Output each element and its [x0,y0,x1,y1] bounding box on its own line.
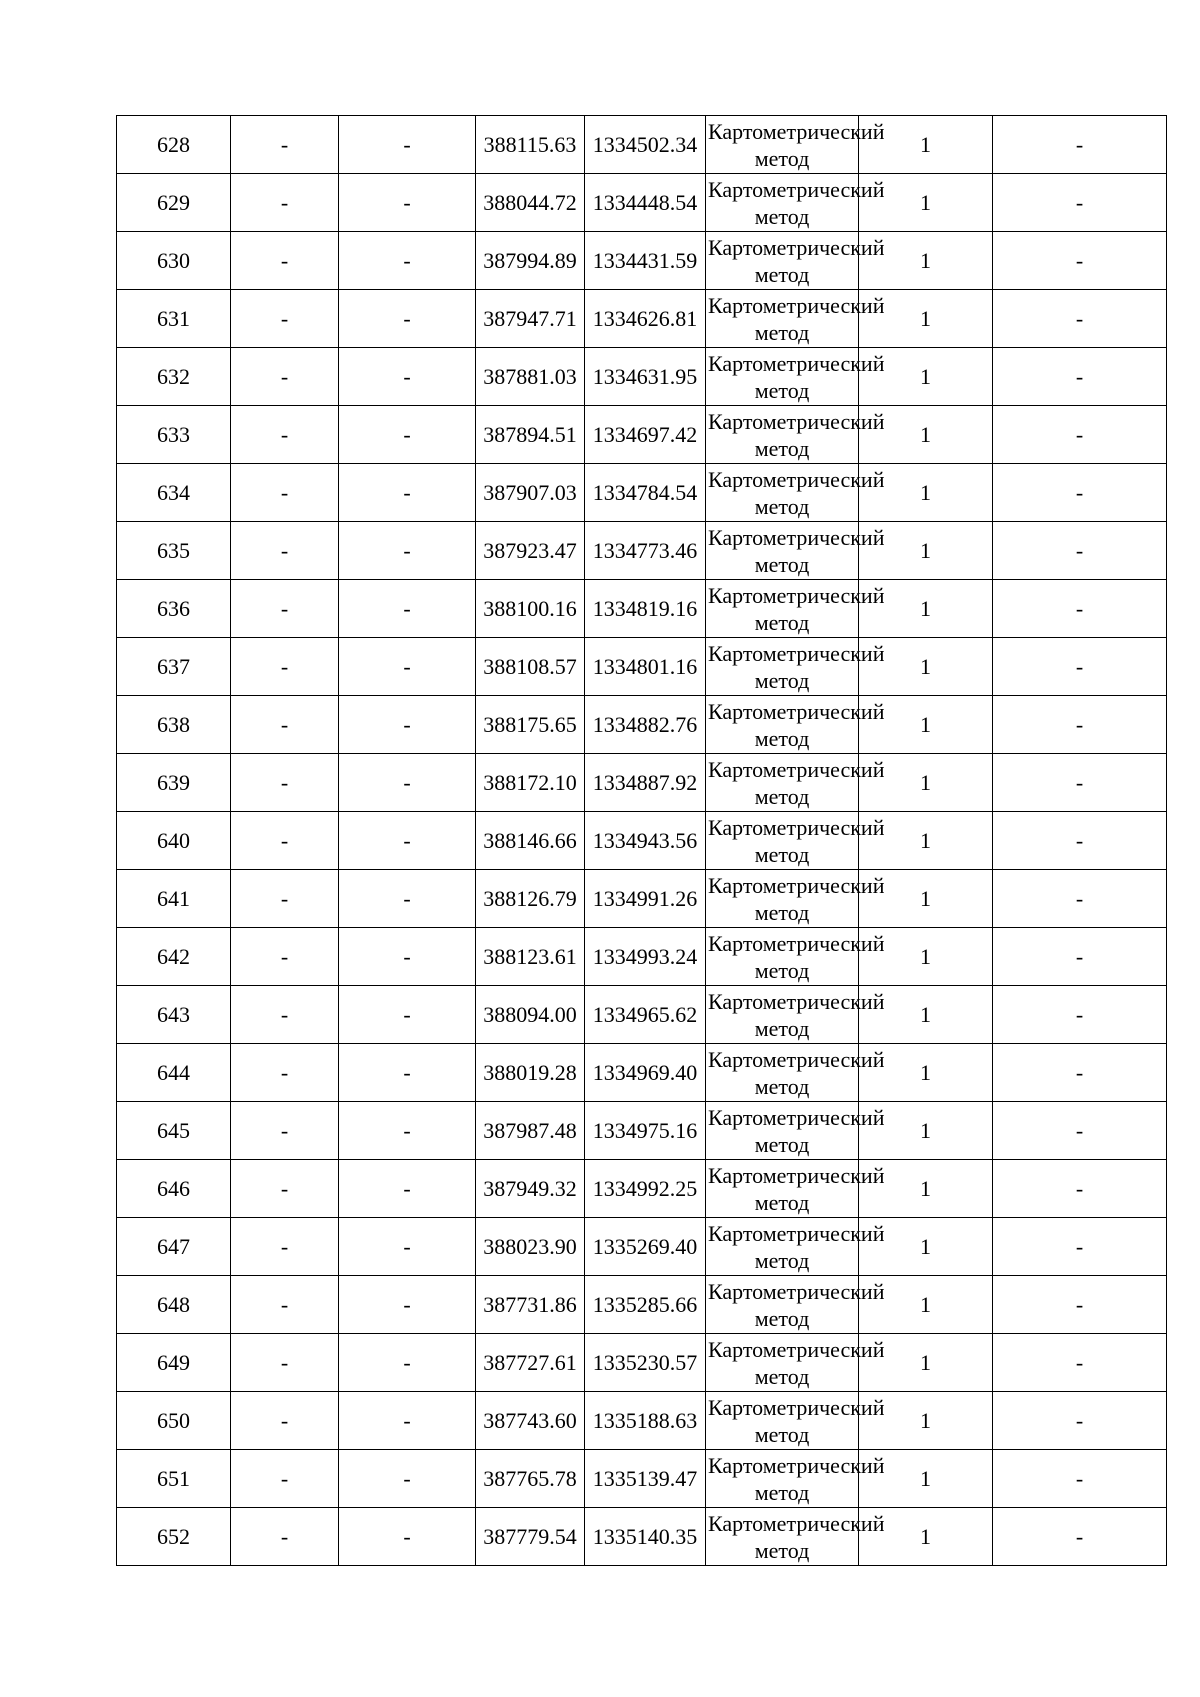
y-coordinate-cell: 1334943.56 [585,812,706,870]
y-coordinate-cell: 1334991.26 [585,870,706,928]
accuracy-cell: 1 [859,232,993,290]
empty-cell-col8: - [993,116,1167,174]
y-coordinate-cell: 1334975.16 [585,1102,706,1160]
accuracy-cell: 1 [859,812,993,870]
empty-cell-col2: - [231,928,339,986]
empty-cell-col3: - [339,928,476,986]
table-row [117,696,1167,754]
empty-cell-col8: - [993,1218,1167,1276]
empty-cell-col2: - [231,1450,339,1508]
accuracy-cell: 1 [859,870,993,928]
point-number-cell: 635 [117,522,231,580]
method-cell: Картометрический метод [706,232,859,290]
accuracy-cell: 1 [859,116,993,174]
point-number-cell: 642 [117,928,231,986]
point-number-cell: 646 [117,1160,231,1218]
accuracy-cell: 1 [859,580,993,638]
empty-cell-col3: - [339,116,476,174]
empty-cell-col2: - [231,1334,339,1392]
x-coordinate-cell: 387923.47 [476,522,585,580]
point-number-cell: 644 [117,1044,231,1102]
y-coordinate-cell: 1334631.95 [585,348,706,406]
x-coordinate-cell: 388126.79 [476,870,585,928]
table-row [117,812,1167,870]
method-cell: Картометрический метод [706,812,859,870]
empty-cell-col2: - [231,696,339,754]
y-coordinate-cell: 1334697.42 [585,406,706,464]
x-coordinate-cell: 387949.32 [476,1160,585,1218]
empty-cell-col3: - [339,638,476,696]
empty-cell-col8: - [993,232,1167,290]
point-number-cell: 647 [117,1218,231,1276]
empty-cell-col3: - [339,232,476,290]
method-cell: Картометрический метод [706,1044,859,1102]
empty-cell-col8: - [993,464,1167,522]
method-cell: Картометрический метод [706,1508,859,1566]
empty-cell-col3: - [339,1334,476,1392]
empty-cell-col8: - [993,522,1167,580]
empty-cell-col3: - [339,580,476,638]
point-number-cell: 634 [117,464,231,522]
y-coordinate-cell: 1334993.24 [585,928,706,986]
x-coordinate-cell: 387947.71 [476,290,585,348]
y-coordinate-cell: 1334626.81 [585,290,706,348]
accuracy-cell: 1 [859,174,993,232]
method-cell: Картометрический метод [706,522,859,580]
y-coordinate-cell: 1334969.40 [585,1044,706,1102]
point-number-cell: 645 [117,1102,231,1160]
empty-cell-col8: - [993,348,1167,406]
method-cell: Картометрический метод [706,928,859,986]
method-cell: Картометрический метод [706,290,859,348]
x-coordinate-cell: 387727.61 [476,1334,585,1392]
method-cell: Картометрический метод [706,696,859,754]
y-coordinate-cell: 1334887.92 [585,754,706,812]
point-number-cell: 649 [117,1334,231,1392]
empty-cell-col2: - [231,638,339,696]
table-row [117,638,1167,696]
x-coordinate-cell: 388023.90 [476,1218,585,1276]
empty-cell-col2: - [231,1218,339,1276]
empty-cell-col2: - [231,1160,339,1218]
x-coordinate-cell: 387743.60 [476,1392,585,1450]
table-row [117,174,1167,232]
method-cell: Картометрический метод [706,1276,859,1334]
y-coordinate-cell: 1334773.46 [585,522,706,580]
accuracy-cell: 1 [859,1276,993,1334]
x-coordinate-cell: 387731.86 [476,1276,585,1334]
point-number-cell: 633 [117,406,231,464]
y-coordinate-cell: 1335269.40 [585,1218,706,1276]
empty-cell-col3: - [339,1218,476,1276]
empty-cell-col3: - [339,1160,476,1218]
table-row [117,870,1167,928]
y-coordinate-cell: 1334801.16 [585,638,706,696]
empty-cell-col2: - [231,464,339,522]
empty-cell-col8: - [993,1508,1167,1566]
table-row [117,522,1167,580]
method-cell: Картометрический метод [706,1392,859,1450]
accuracy-cell: 1 [859,1044,993,1102]
point-number-cell: 628 [117,116,231,174]
table-row [117,928,1167,986]
accuracy-cell: 1 [859,986,993,1044]
x-coordinate-cell: 387907.03 [476,464,585,522]
y-coordinate-cell: 1334819.16 [585,580,706,638]
empty-cell-col8: - [993,1450,1167,1508]
x-coordinate-cell: 387765.78 [476,1450,585,1508]
empty-cell-col8: - [993,290,1167,348]
empty-cell-col2: - [231,812,339,870]
x-coordinate-cell: 388172.10 [476,754,585,812]
y-coordinate-cell: 1335285.66 [585,1276,706,1334]
point-number-cell: 650 [117,1392,231,1450]
y-coordinate-cell: 1335140.35 [585,1508,706,1566]
empty-cell-col2: - [231,290,339,348]
empty-cell-col8: - [993,812,1167,870]
method-cell: Картометрический метод [706,1218,859,1276]
table-row [117,232,1167,290]
empty-cell-col2: - [231,1392,339,1450]
x-coordinate-cell: 387779.54 [476,1508,585,1566]
y-coordinate-cell: 1334784.54 [585,464,706,522]
point-number-cell: 636 [117,580,231,638]
y-coordinate-cell: 1334965.62 [585,986,706,1044]
table-row [117,464,1167,522]
y-coordinate-cell: 1334431.59 [585,232,706,290]
method-cell: Картометрический метод [706,1334,859,1392]
table-row [117,116,1167,174]
table-row [117,1392,1167,1450]
point-number-cell: 638 [117,696,231,754]
accuracy-cell: 1 [859,1160,993,1218]
empty-cell-col2: - [231,986,339,1044]
y-coordinate-cell: 1335188.63 [585,1392,706,1450]
empty-cell-col2: - [231,522,339,580]
accuracy-cell: 1 [859,1392,993,1450]
accuracy-cell: 1 [859,464,993,522]
y-coordinate-cell: 1334992.25 [585,1160,706,1218]
method-cell: Картометрический метод [706,406,859,464]
x-coordinate-cell: 388044.72 [476,174,585,232]
empty-cell-col3: - [339,1102,476,1160]
empty-cell-col3: - [339,522,476,580]
table-row [117,1450,1167,1508]
empty-cell-col2: - [231,754,339,812]
x-coordinate-cell: 388094.00 [476,986,585,1044]
point-number-cell: 629 [117,174,231,232]
empty-cell-col3: - [339,696,476,754]
point-number-cell: 641 [117,870,231,928]
point-number-cell: 648 [117,1276,231,1334]
empty-cell-col2: - [231,1044,339,1102]
accuracy-cell: 1 [859,406,993,464]
method-cell: Картометрический метод [706,870,859,928]
y-coordinate-cell: 1334882.76 [585,696,706,754]
point-number-cell: 643 [117,986,231,1044]
x-coordinate-cell: 387894.51 [476,406,585,464]
method-cell: Картометрический метод [706,116,859,174]
empty-cell-col2: - [231,1508,339,1566]
point-number-cell: 630 [117,232,231,290]
point-number-cell: 632 [117,348,231,406]
empty-cell-col8: - [993,928,1167,986]
empty-cell-col8: - [993,754,1167,812]
accuracy-cell: 1 [859,522,993,580]
empty-cell-col2: - [231,870,339,928]
empty-cell-col8: - [993,580,1167,638]
accuracy-cell: 1 [859,348,993,406]
method-cell: Картометрический метод [706,580,859,638]
empty-cell-col2: - [231,348,339,406]
x-coordinate-cell: 388108.57 [476,638,585,696]
accuracy-cell: 1 [859,1218,993,1276]
y-coordinate-cell: 1334502.34 [585,116,706,174]
y-coordinate-cell: 1334448.54 [585,174,706,232]
method-cell: Картометрический метод [706,638,859,696]
method-cell: Картометрический метод [706,986,859,1044]
empty-cell-col8: - [993,1276,1167,1334]
empty-cell-col2: - [231,1102,339,1160]
empty-cell-col8: - [993,406,1167,464]
accuracy-cell: 1 [859,1508,993,1566]
table-row [117,1276,1167,1334]
table-row [117,290,1167,348]
empty-cell-col2: - [231,580,339,638]
empty-cell-col3: - [339,174,476,232]
empty-cell-col3: - [339,1450,476,1508]
table-row [117,1334,1167,1392]
table-row [117,1508,1167,1566]
method-cell: Картометрический метод [706,464,859,522]
empty-cell-col8: - [993,1044,1167,1102]
accuracy-cell: 1 [859,290,993,348]
table-row [117,1044,1167,1102]
x-coordinate-cell: 388115.63 [476,116,585,174]
empty-cell-col2: - [231,174,339,232]
empty-cell-col8: - [993,1392,1167,1450]
empty-cell-col8: - [993,1102,1167,1160]
empty-cell-col8: - [993,870,1167,928]
empty-cell-col2: - [231,406,339,464]
empty-cell-col3: - [339,986,476,1044]
accuracy-cell: 1 [859,1334,993,1392]
point-number-cell: 637 [117,638,231,696]
table-row [117,1218,1167,1276]
empty-cell-col8: - [993,1334,1167,1392]
accuracy-cell: 1 [859,928,993,986]
accuracy-cell: 1 [859,638,993,696]
accuracy-cell: 1 [859,1102,993,1160]
y-coordinate-cell: 1335139.47 [585,1450,706,1508]
method-cell: Картометрический метод [706,1102,859,1160]
x-coordinate-cell: 388100.16 [476,580,585,638]
coordinates-table [116,115,1167,1566]
method-cell: Картометрический метод [706,1450,859,1508]
empty-cell-col3: - [339,812,476,870]
empty-cell-col8: - [993,696,1167,754]
x-coordinate-cell: 387881.03 [476,348,585,406]
table-row [117,348,1167,406]
table-row [117,1160,1167,1218]
empty-cell-col3: - [339,406,476,464]
x-coordinate-cell: 388123.61 [476,928,585,986]
y-coordinate-cell: 1335230.57 [585,1334,706,1392]
point-number-cell: 651 [117,1450,231,1508]
empty-cell-col3: - [339,1044,476,1102]
empty-cell-col8: - [993,986,1167,1044]
table-row [117,986,1167,1044]
table-row [117,580,1167,638]
x-coordinate-cell: 388146.66 [476,812,585,870]
table-body [117,116,1167,1566]
accuracy-cell: 1 [859,754,993,812]
empty-cell-col3: - [339,870,476,928]
empty-cell-col3: - [339,464,476,522]
method-cell: Картометрический метод [706,174,859,232]
empty-cell-col3: - [339,1508,476,1566]
point-number-cell: 640 [117,812,231,870]
table-row [117,406,1167,464]
x-coordinate-cell: 388019.28 [476,1044,585,1102]
point-number-cell: 652 [117,1508,231,1566]
empty-cell-col2: - [231,232,339,290]
point-number-cell: 631 [117,290,231,348]
empty-cell-col2: - [231,1276,339,1334]
table-row [117,754,1167,812]
x-coordinate-cell: 387987.48 [476,1102,585,1160]
empty-cell-col3: - [339,1392,476,1450]
empty-cell-col3: - [339,754,476,812]
empty-cell-col8: - [993,638,1167,696]
point-number-cell: 639 [117,754,231,812]
empty-cell-col8: - [993,1160,1167,1218]
x-coordinate-cell: 388175.65 [476,696,585,754]
empty-cell-col8: - [993,174,1167,232]
method-cell: Картометрический метод [706,754,859,812]
empty-cell-col3: - [339,290,476,348]
method-cell: Картометрический метод [706,348,859,406]
accuracy-cell: 1 [859,696,993,754]
empty-cell-col2: - [231,116,339,174]
accuracy-cell: 1 [859,1450,993,1508]
x-coordinate-cell: 387994.89 [476,232,585,290]
empty-cell-col3: - [339,348,476,406]
table-row [117,1102,1167,1160]
method-cell: Картометрический метод [706,1160,859,1218]
empty-cell-col3: - [339,1276,476,1334]
